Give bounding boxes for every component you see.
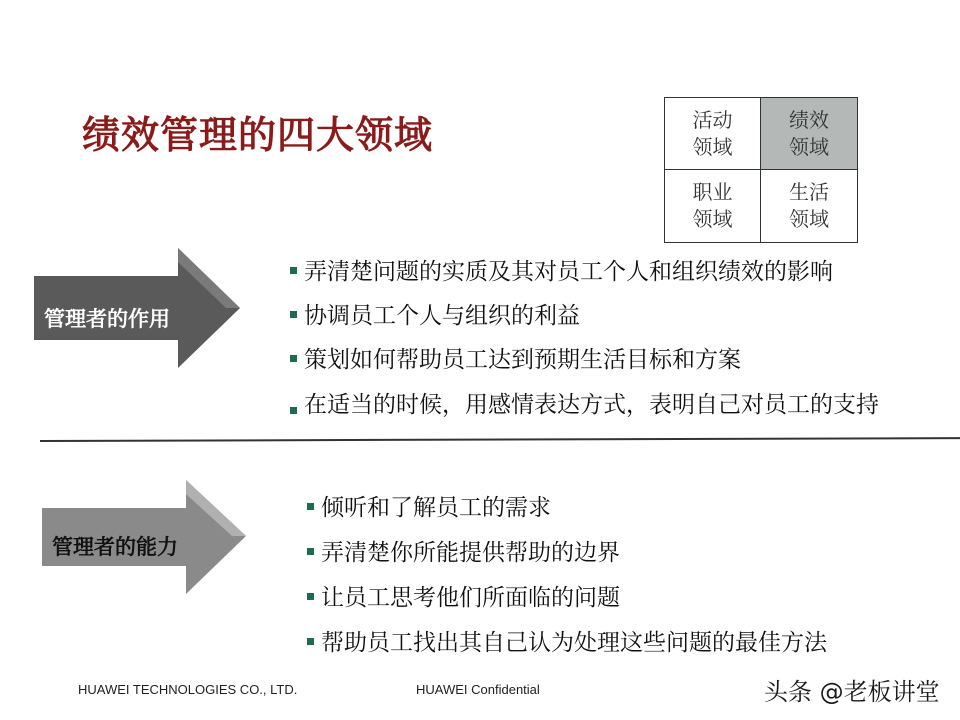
list-item: 策划如何帮助员工达到预期生活目标和方案 xyxy=(290,338,950,382)
list-item: 协调员工个人与组织的利益 xyxy=(290,294,950,338)
domain-cell-line2: 领域 xyxy=(789,207,829,231)
domain-cell-line1: 活动 xyxy=(692,107,733,132)
bullet-square-icon xyxy=(290,267,297,274)
domain-cell-career xyxy=(665,170,761,242)
footer-confidential: HUAWEI Confidential xyxy=(416,682,540,697)
domain-cell-line2: 领域 xyxy=(692,134,733,159)
list-item: 在适当的时候，用感情表达方式，表明自己对员工的支持 xyxy=(290,390,950,420)
role-arrow-label: 管理者的作用 xyxy=(44,307,170,331)
bullet-square-icon xyxy=(307,503,314,510)
domain-cell-line1: 生活 xyxy=(789,180,829,204)
section-divider xyxy=(40,437,960,441)
bullet-square-icon xyxy=(307,593,314,600)
ability-arrow-label: 管理者的能力 xyxy=(52,535,178,559)
domain-cell-line1: 职业 xyxy=(692,180,733,204)
domain-cell-line1: 绩效 xyxy=(789,107,829,132)
bullet-square-icon xyxy=(290,355,297,362)
bullet-square-icon xyxy=(290,311,297,318)
list-item: 倾听和了解员工的需求 xyxy=(307,486,947,531)
domain-cell-performance xyxy=(761,98,857,170)
watermark-text: 头条 @老板讲堂 xyxy=(764,678,940,706)
role-bullet-list xyxy=(290,250,950,420)
bullet-square-icon xyxy=(307,638,314,645)
list-item: 弄清楚你所能提供帮助的边界 xyxy=(307,531,947,576)
four-domains-grid xyxy=(664,97,858,243)
domain-cell-line2: 领域 xyxy=(692,207,733,231)
slide-title: 绩效管理的四大领域 xyxy=(82,113,434,157)
bullet-square-icon xyxy=(290,407,297,414)
list-item: 弄清楚问题的实质及其对员工个人和组织绩效的影响 xyxy=(290,250,950,294)
list-item: 让员工思考他们所面临的问题 xyxy=(307,576,947,621)
footer-company: HUAWEI TECHNOLOGIES CO., LTD. xyxy=(78,682,298,697)
list-item: 帮助员工找出其自己认为处理这些问题的最佳方法 xyxy=(307,621,947,666)
domain-cell-activity xyxy=(665,98,761,170)
domain-cell-line2: 领域 xyxy=(789,134,829,159)
domain-cell-life xyxy=(761,170,857,242)
ability-bullet-list xyxy=(307,486,947,666)
bullet-square-icon xyxy=(307,548,314,555)
